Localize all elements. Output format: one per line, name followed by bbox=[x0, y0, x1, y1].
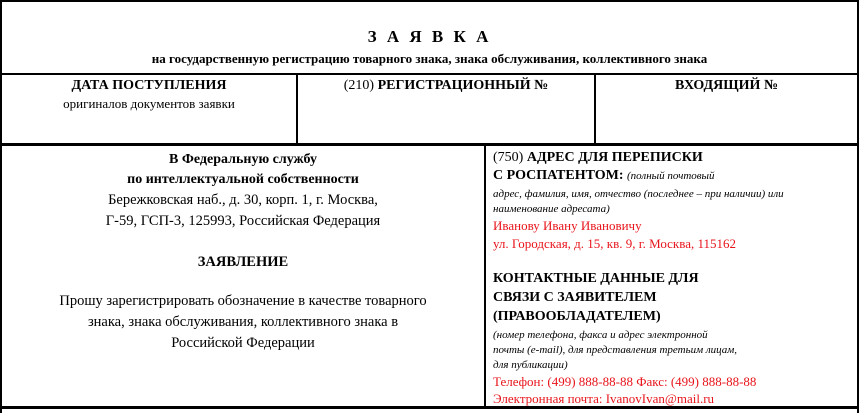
col-divider-main bbox=[484, 145, 486, 407]
row-divider-1 bbox=[0, 73, 859, 75]
correspondence-title-2: С РОСПАТЕНТОМ: bbox=[493, 168, 624, 183]
registration-title: РЕГИСТРАЦИОННЫЙ № bbox=[377, 78, 549, 93]
addressee-line-2: по интеллектуальной собственности bbox=[127, 172, 359, 187]
form-subtitle: на государственную регистрацию товарного знака, знака обслуживания, коллективного знака bbox=[151, 51, 708, 66]
contact-title-line-1: КОНТАКТНЫЕ ДАННЫЕ ДЛЯ bbox=[493, 271, 699, 286]
correspondence-title-line-1 bbox=[493, 150, 703, 166]
correspondence-hint-1: (полный почтовый bbox=[627, 170, 715, 182]
request-line-2: знака, знака обслуживания, коллективного знака в bbox=[87, 314, 399, 330]
correspondence-hint-2: адрес, фамилия, имя, отчество (последнее – при наличии) или bbox=[493, 188, 784, 200]
correspondence-name-value: Иванову Ивану Ивановичу bbox=[493, 218, 642, 233]
contact-hint-3: для публикации) bbox=[493, 359, 568, 371]
date-received-subtitle: оригиналов документов заявки bbox=[63, 96, 235, 111]
contact-hint-2: почты (e-mail), для представления третьим лицам, bbox=[493, 344, 738, 356]
row-divider-3 bbox=[0, 406, 859, 409]
form-title: З А Я В К А bbox=[367, 27, 492, 46]
contact-title-line-3: (ПРАВООБЛАДАТЕЛЕМ) bbox=[493, 309, 661, 324]
statement-title: ЗАЯВЛЕНИЕ bbox=[197, 254, 289, 270]
address-line-1: Бережковская наб., д. 30, корп. 1, г. Москва, bbox=[108, 192, 378, 208]
incoming-number-title: ВХОДЯЩИЙ № bbox=[674, 78, 779, 93]
contact-email-value: Электронная почта: IvanovIvan@mail.ru bbox=[493, 391, 715, 406]
correspondence-code: (750) bbox=[493, 150, 524, 165]
contact-phone-fax-value: Телефон: (499) 888-88-88 Факс: (499) 888-88-88 bbox=[493, 374, 757, 389]
registration-code: (210) bbox=[343, 78, 375, 93]
border-top bbox=[0, 0, 859, 2]
correspondence-title: АДРЕС ДЛЯ ПЕРЕПИСКИ bbox=[526, 150, 703, 165]
registration-number-label bbox=[298, 78, 594, 94]
address-line-2: Г-59, ГСП-3, 125993, Российская Федерация bbox=[105, 213, 381, 229]
date-received-title: ДАТА ПОСТУПЛЕНИЯ bbox=[71, 78, 227, 93]
request-line-3: Российской Федерации bbox=[171, 335, 315, 351]
request-line-1: Прошу зарегистрировать обозначение в качестве товарного bbox=[59, 293, 427, 309]
correspondence-address-value: ул. Городская, д. 15, кв. 9, г. Москва, 115162 bbox=[493, 236, 737, 251]
addressee-line-1: В Федеральную службу bbox=[169, 152, 317, 167]
contact-hint-1: (номер телефона, факса и адрес электронной bbox=[493, 329, 708, 341]
correspondence-hint-3: наименование адресата) bbox=[493, 203, 610, 215]
contact-title-line-2: СВЯЗИ С ЗАЯВИТЕЛЕМ bbox=[493, 290, 657, 305]
correspondence-title-line-2 bbox=[493, 168, 715, 184]
row-divider-2 bbox=[0, 143, 859, 146]
